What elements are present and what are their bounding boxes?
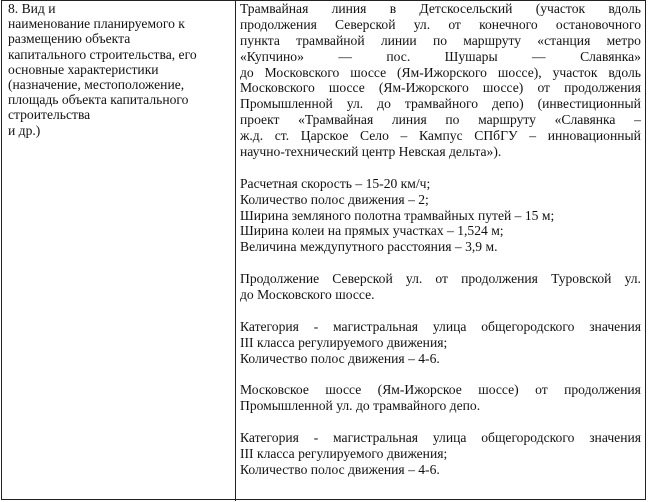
word: трамвайного bbox=[404, 96, 479, 112]
word: шоссе) bbox=[482, 80, 524, 96]
parameter-line: Величина междупутного расстояния – 3,9 м. bbox=[240, 239, 498, 255]
word: — bbox=[338, 48, 352, 64]
text-line bbox=[240, 112, 641, 128]
paragraph-street-category-1 bbox=[240, 319, 641, 367]
word: Северской bbox=[332, 271, 393, 287]
text-line bbox=[240, 49, 641, 65]
word: общегородского bbox=[481, 318, 575, 334]
word: «Славянка bbox=[554, 112, 616, 128]
text-line bbox=[240, 128, 641, 144]
row-label-line: капитального строительства, его bbox=[8, 46, 197, 62]
word: до bbox=[240, 64, 254, 80]
row-label-line: площадь объекта капитального bbox=[8, 92, 189, 108]
text-line bbox=[240, 287, 641, 303]
word: шоссе) bbox=[478, 382, 519, 398]
word: - bbox=[313, 318, 319, 334]
word: маршруту bbox=[478, 112, 536, 128]
word: общегородского bbox=[481, 430, 575, 446]
text-line bbox=[240, 398, 641, 414]
word: (участок bbox=[535, 1, 586, 16]
word: Категория bbox=[240, 430, 299, 446]
word: Царское bbox=[300, 128, 349, 144]
word: Количество полос движения – 4-6. bbox=[240, 461, 440, 477]
word: от bbox=[535, 382, 548, 398]
word: «станция bbox=[537, 32, 591, 48]
word: от bbox=[448, 16, 461, 32]
word: Туровской bbox=[551, 271, 612, 287]
word: ул. bbox=[405, 271, 423, 287]
word: конечного bbox=[479, 16, 538, 32]
word: магистральная bbox=[333, 430, 419, 446]
paragraph-moskovskoe-shosse bbox=[240, 382, 641, 414]
word: шоссе bbox=[350, 64, 387, 80]
row-label-line: наименование планируемого к bbox=[8, 16, 185, 32]
row-label-line: и др.) bbox=[8, 122, 41, 138]
text-line bbox=[240, 33, 641, 49]
parameter-line: Ширина земляного полотна трамвайных путей – 15 м; bbox=[240, 207, 555, 223]
row-value-cell bbox=[240, 1, 641, 478]
word: до bbox=[377, 96, 391, 112]
word: (Ям-Ижорского bbox=[378, 80, 469, 96]
paragraph-street-category-2 bbox=[240, 430, 641, 478]
word: шоссе bbox=[328, 80, 365, 96]
row-label-line: размещению объекта bbox=[8, 31, 131, 47]
text-line bbox=[240, 1, 641, 17]
word: Кампус bbox=[419, 128, 463, 144]
word: от bbox=[537, 80, 550, 96]
word: участок bbox=[552, 64, 598, 80]
word: — bbox=[532, 48, 546, 64]
word: (Ям-Ижорское bbox=[377, 382, 462, 398]
text-line bbox=[240, 144, 641, 160]
paragraph-tramway-description bbox=[240, 1, 641, 160]
word: Северской bbox=[335, 16, 396, 32]
row-label-cell bbox=[8, 1, 230, 138]
word: (Ям-Ижорского bbox=[397, 64, 487, 80]
text-line bbox=[240, 17, 641, 33]
word: - bbox=[313, 430, 319, 446]
text-line bbox=[240, 462, 641, 478]
word: продолжения bbox=[240, 16, 317, 32]
word: инновационный bbox=[547, 128, 641, 144]
word: «Купчино» bbox=[240, 48, 304, 64]
text-line bbox=[240, 80, 641, 96]
word: Славянка» bbox=[580, 48, 641, 64]
word: СПбГУ bbox=[474, 128, 518, 144]
paragraph-tram-parameters bbox=[240, 176, 641, 255]
row-label-line: строительства bbox=[8, 107, 91, 123]
text-line bbox=[240, 96, 641, 112]
word: Шушары bbox=[444, 48, 498, 64]
text-line bbox=[240, 335, 641, 351]
word: пос. bbox=[386, 48, 411, 64]
word: проект bbox=[240, 112, 280, 128]
word: от bbox=[435, 271, 448, 287]
word: Промышленной ул. до трамвайного депо. bbox=[240, 398, 481, 414]
row-label-line: (назначение, местоположение, bbox=[8, 77, 185, 93]
word: Трамвайная bbox=[240, 1, 309, 16]
word: шоссе), bbox=[497, 64, 542, 80]
word: научно-технический центр Невская дельта»). bbox=[240, 144, 502, 160]
word: Московского bbox=[240, 80, 315, 96]
word: продолжения bbox=[564, 382, 641, 398]
text-line bbox=[240, 351, 641, 367]
word: вдоль bbox=[608, 64, 641, 80]
word: метро bbox=[606, 32, 641, 48]
word: улица bbox=[432, 318, 467, 334]
word: шоссе bbox=[325, 382, 362, 398]
text-line bbox=[240, 430, 641, 446]
text-line bbox=[240, 271, 641, 287]
word: Московское bbox=[240, 382, 309, 398]
word: вдоль bbox=[608, 1, 641, 16]
word: значения bbox=[589, 430, 641, 446]
parameter-line: Количество полос движения – 2; bbox=[240, 191, 429, 207]
paragraph-severskaya-extension bbox=[240, 271, 641, 303]
word: продолжения bbox=[461, 271, 538, 287]
word: Продолжение bbox=[240, 271, 320, 287]
word: Промышленной bbox=[240, 96, 333, 112]
word: значения bbox=[589, 318, 641, 334]
word: III класса регулируемого движения; bbox=[240, 445, 448, 461]
word: Детскосельский bbox=[419, 1, 513, 16]
word: ст. bbox=[274, 128, 290, 144]
word: магистральная bbox=[333, 318, 419, 334]
word: улица bbox=[432, 430, 467, 446]
word: (инвестиционный bbox=[537, 96, 641, 112]
word: Московского bbox=[264, 64, 340, 80]
word: линия bbox=[391, 112, 427, 128]
word: продолжения bbox=[564, 80, 641, 96]
parameter-line: Ширина колеи на прямых участках – 1,524 м; bbox=[240, 223, 504, 239]
word: Количество полос движения – 4-6. bbox=[240, 350, 440, 366]
word: «Трамвайная bbox=[298, 112, 374, 128]
word: ж.д. bbox=[240, 128, 264, 144]
word: III класса регулируемого движения; bbox=[240, 334, 448, 350]
text-line bbox=[240, 319, 641, 335]
parameter-line: Расчетная скорость – 15-20 км/ч; bbox=[240, 175, 431, 191]
word: Категория bbox=[240, 318, 299, 334]
word: линии bbox=[380, 32, 417, 48]
word: ул. bbox=[346, 96, 364, 112]
row-label-line: основные характеристики bbox=[8, 61, 159, 77]
word: – bbox=[529, 128, 537, 144]
word: по bbox=[445, 112, 460, 128]
word: Село bbox=[360, 128, 389, 144]
word: трамвайной bbox=[296, 32, 365, 48]
word: в bbox=[389, 1, 397, 16]
word: по bbox=[432, 32, 448, 48]
word: – bbox=[400, 128, 408, 144]
word: линия bbox=[331, 1, 367, 16]
row-label-line: 8. Вид и bbox=[8, 1, 56, 16]
word: ул. bbox=[413, 16, 431, 32]
word: депо) bbox=[492, 96, 524, 112]
column-divider bbox=[235, 1, 236, 501]
word: остановочного bbox=[555, 16, 641, 32]
text-line bbox=[240, 65, 641, 81]
word: пункта bbox=[240, 32, 280, 48]
text-line bbox=[240, 382, 641, 398]
word: – bbox=[634, 112, 641, 128]
word: до Московского шоссе. bbox=[240, 287, 375, 303]
text-line bbox=[240, 446, 641, 462]
word: маршруту bbox=[463, 32, 522, 48]
word: ул. bbox=[624, 271, 641, 287]
